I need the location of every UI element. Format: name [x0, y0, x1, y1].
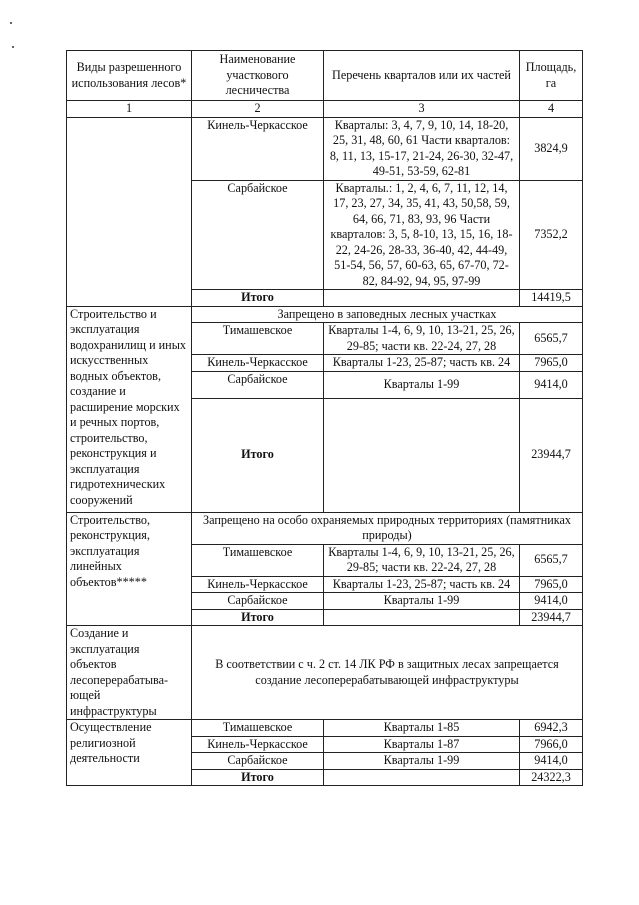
- area-value: 9414,0: [520, 753, 583, 770]
- quarters-list: Кварталы 1-23, 25-87; часть кв. 24: [324, 355, 520, 372]
- use-type: Строительство и эксплуатация водохранилищ и иных искусственных водных объектов, создание и расширение морских и речных портов, строительство, реконструкция и эксплуатация гидротехнических сооружений: [67, 306, 192, 512]
- use-type: Создание и эксплуатация объектов лесоперерабатыва-ющей инфраструктуры: [67, 626, 192, 720]
- forestry-name: Кинель-Черкасское: [192, 736, 324, 753]
- quarters-list: Кварталы 1-23, 25-87; часть кв. 24: [324, 576, 520, 593]
- empty-cell: [324, 609, 520, 626]
- area-value: 6942,3: [520, 720, 583, 737]
- note-row: [67, 306, 583, 323]
- col-number: 2: [192, 101, 324, 118]
- area-value: 3824,9: [520, 117, 583, 180]
- quarters-list: Кварталы 1-99: [324, 371, 520, 398]
- quarters-list: Кварталы 1-99: [324, 753, 520, 770]
- quarters-list: Кварталы 1-99: [324, 593, 520, 610]
- total-label: Итого: [192, 609, 324, 626]
- forestry-name: Кинель-Черкасское: [192, 355, 324, 372]
- table-row: [67, 117, 583, 180]
- empty-cell: [324, 769, 520, 786]
- area-value: 9414,0: [520, 371, 583, 398]
- restriction-note: В соответствии с ч. 2 ст. 14 ЛК РФ в защитных лесах запрещается создание лесоперерабатывающей инфраструктуры: [192, 626, 583, 720]
- quarters-list: Кварталы.: 1, 2, 4, 6, 7, 11, 12, 14, 17, 23, 27, 34, 35, 41, 43, 50,58, 59, 64, 66, 71, 83, 93, 96 Части кварталов: 3, 5, 8-10, 13, 15, 16, 18-22, 24-26, 28-33, 36-40, 42, 44-49, 51-54, 56, 57, 60-63, 65, 67-70, 72-82, 84-92, 94, 95, 97-99: [324, 180, 520, 290]
- empty-cell: [324, 290, 520, 307]
- use-type: Осуществление религиозной деятельности: [67, 720, 192, 786]
- column-number-row: [67, 101, 583, 118]
- area-value: 6565,7: [520, 323, 583, 355]
- header-forestry: Наименование участкового лесничества: [192, 51, 324, 101]
- quarters-list: Кварталы 1-4, 6, 9, 10, 13-21, 25, 26, 29-85; части кв. 22-24, 27, 28: [324, 323, 520, 355]
- total-label: Итого: [192, 769, 324, 786]
- header-area: Площадь, га: [520, 51, 583, 101]
- total-label: Итого: [192, 398, 324, 512]
- area-value: 7965,0: [520, 355, 583, 372]
- total-area: 23944,7: [520, 398, 583, 512]
- area-value: 9414,0: [520, 593, 583, 610]
- table-row: [67, 626, 583, 720]
- quarters-list: Кварталы: 3, 4, 7, 9, 10, 14, 18-20, 25, 31, 48, 60, 61 Части кварталов: 8, 11, 13, 15-17, 21-24, 26-30, 32-47, 49-51, 53-59, 62-81: [324, 117, 520, 180]
- forest-use-table: [66, 50, 583, 786]
- forestry-name: Сарбайское: [192, 753, 324, 770]
- col-number: 3: [324, 101, 520, 118]
- use-type: Строительство, реконструкция, эксплуатация линейных объектов*****: [67, 512, 192, 626]
- total-area: 14419,5: [520, 290, 583, 307]
- col-number: 4: [520, 101, 583, 118]
- scan-dot: [10, 22, 12, 24]
- quarters-list: Кварталы 1-85: [324, 720, 520, 737]
- total-area: 23944,7: [520, 609, 583, 626]
- forestry-name: Сарбайское: [192, 371, 324, 398]
- empty-cell: [324, 398, 520, 512]
- area-value: 7966,0: [520, 736, 583, 753]
- note-row: [67, 512, 583, 544]
- header-row: [67, 51, 583, 101]
- header-quarters: Перечень кварталов или их частей: [324, 51, 520, 101]
- forestry-name: Кинель-Черкасское: [192, 117, 324, 180]
- header-use: Виды разрешенного использования лесов*: [67, 51, 192, 101]
- forestry-name: Кинель-Черкасское: [192, 576, 324, 593]
- table-row: [67, 720, 583, 737]
- scan-dot: [12, 46, 14, 48]
- forestry-name: Тимашевское: [192, 720, 324, 737]
- col-number: 1: [67, 101, 192, 118]
- quarters-list: Кварталы 1-87: [324, 736, 520, 753]
- area-value: 6565,7: [520, 544, 583, 576]
- forestry-name: Сарбайское: [192, 180, 324, 290]
- restriction-note: Запрещено в заповедных лесных участках: [192, 306, 583, 323]
- quarters-list: Кварталы 1-4, 6, 9, 10, 13-21, 25, 26, 29-85; части кв. 22-24, 27, 28: [324, 544, 520, 576]
- forestry-name: Сарбайское: [192, 593, 324, 610]
- forestry-name: Тимашевское: [192, 544, 324, 576]
- area-value: 7352,2: [520, 180, 583, 290]
- use-cell-empty: [67, 117, 192, 306]
- restriction-note: Запрещено на особо охраняемых природных территориях (памятниках природы): [192, 512, 583, 544]
- area-value: 7965,0: [520, 576, 583, 593]
- forestry-name: Тимашевское: [192, 323, 324, 355]
- total-label: Итого: [192, 290, 324, 307]
- total-area: 24322,3: [520, 769, 583, 786]
